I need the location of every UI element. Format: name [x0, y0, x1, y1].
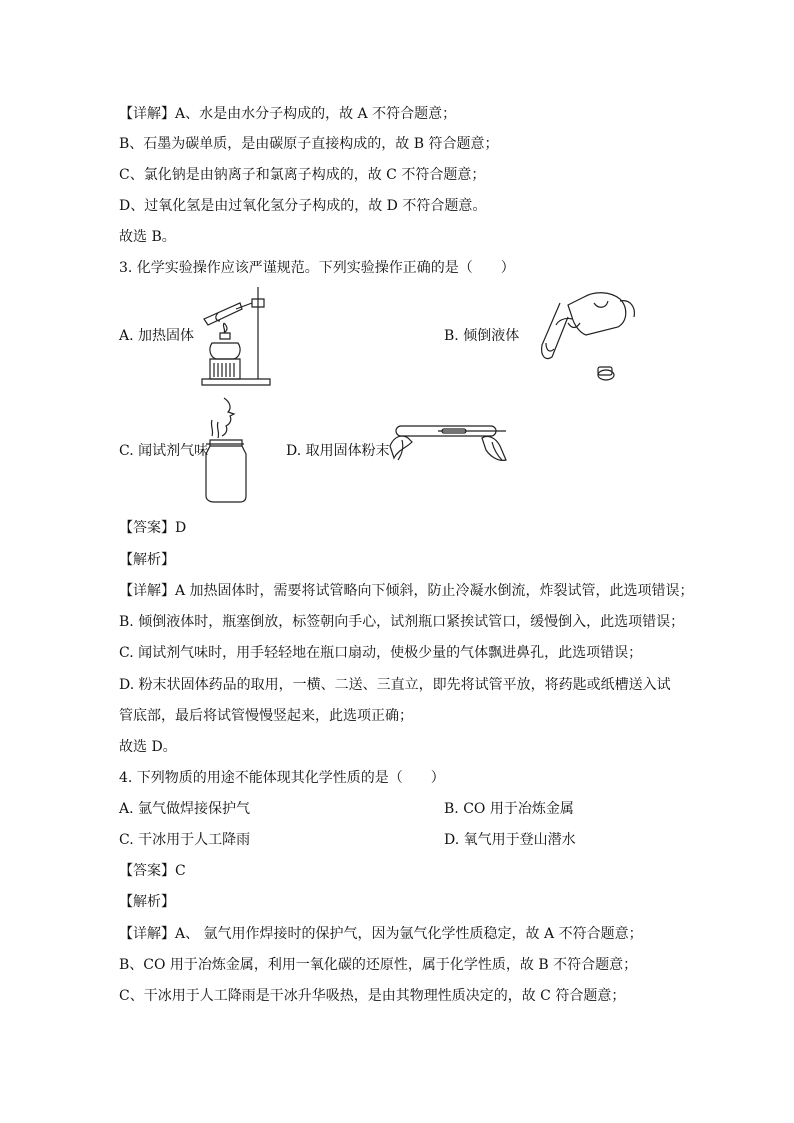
pouring-liquid-figure — [524, 287, 640, 387]
q3-stem: 3. 化学实验操作应该严谨规范。下列实验操作正确的是（ ） — [119, 260, 515, 276]
q3-option-b: B. 倾倒液体 — [444, 328, 520, 344]
q4-analysis-label: 【解析】 — [119, 894, 175, 910]
taking-powder-figure — [388, 420, 512, 472]
q4-stem: 4. 下列物质的用途不能体现其化学性质的是（ ） — [119, 770, 445, 786]
q4-answer: 【答案】C — [119, 863, 186, 879]
q3-detail-line-4: D. 粉末状固体药品的取用，一横、二送、三直立，即先将试管平放，将药匙或纸槽送入试 — [119, 677, 671, 693]
q4-option-d: D. 氧气用于登山潜水 — [444, 832, 576, 848]
q3-option-a: A. 加热固体 — [119, 328, 195, 344]
q4-detail-line-2: B、CO 用于冶炼金属，利用一氧化碳的还原性，属于化学性质，故 B 不符合题意； — [119, 957, 638, 973]
q3-detail-line-2: B. 倾倒液体时，瓶塞倒放，标签朝向手心，试剂瓶口紧挨试管口，缓慢倒入，此选项错误； — [119, 614, 685, 630]
smelling-reagent-figure — [204, 396, 250, 502]
q4-detail-line-3: C、干冰用于人工降雨是干冰升华吸热，是由其物理性质决定的，故 C 符合题意； — [119, 988, 626, 1004]
q2-detail-line-2: B、石墨为碳单质，是由碳原子直接构成的，故 B 符合题意； — [119, 136, 499, 152]
q4-option-a: A. 氩气做焊接保护气 — [119, 801, 251, 817]
q4-option-b: B. CO 用于冶炼金属 — [444, 801, 574, 817]
q3-analysis-label: 【解析】 — [119, 552, 175, 568]
q2-detail-line-1: 【详解】A、水是由水分子构成的，故 A 不符合题意； — [119, 106, 457, 122]
q3-detail-line-5: 管底部，最后将试管慢慢竖起来，此选项正确； — [119, 708, 413, 724]
q3-option-d: D. 取用固体粉末 — [286, 443, 390, 459]
q3-detail-line-1: 【详解】A 加热固体时，需要将试管略向下倾斜，防止冷凝水倒流，炸裂试管，此选项错误； — [119, 583, 694, 599]
q2-conclusion: 故选 B。 — [119, 229, 176, 245]
q4-option-c: C. 干冰用于人工降雨 — [119, 832, 251, 848]
q4-detail-line-1: 【详解】A、 氩气用作焊接时的保护气，因为氩气化学性质稳定，故 A 不符合题意； — [119, 926, 643, 942]
q3-answer: 【答案】D — [119, 520, 187, 536]
q3-detail-line-3: C. 闻试剂气味时，用手轻轻地在瓶口扇动，使极少量的气体飘进鼻孔，此选项错误； — [119, 645, 643, 661]
q2-detail-line-3: C、氯化钠是由钠离子和氯离子构成的，故 C 不符合题意； — [119, 167, 486, 183]
heating-solid-figure — [196, 283, 276, 389]
q2-detail-line-4: D、过氧化氢是由过氧化氢分子构成的，故 D 不符合题意。 — [119, 198, 487, 214]
q3-conclusion: 故选 D。 — [119, 739, 177, 755]
q3-option-c: C. 闻试剂气味 — [119, 443, 209, 459]
